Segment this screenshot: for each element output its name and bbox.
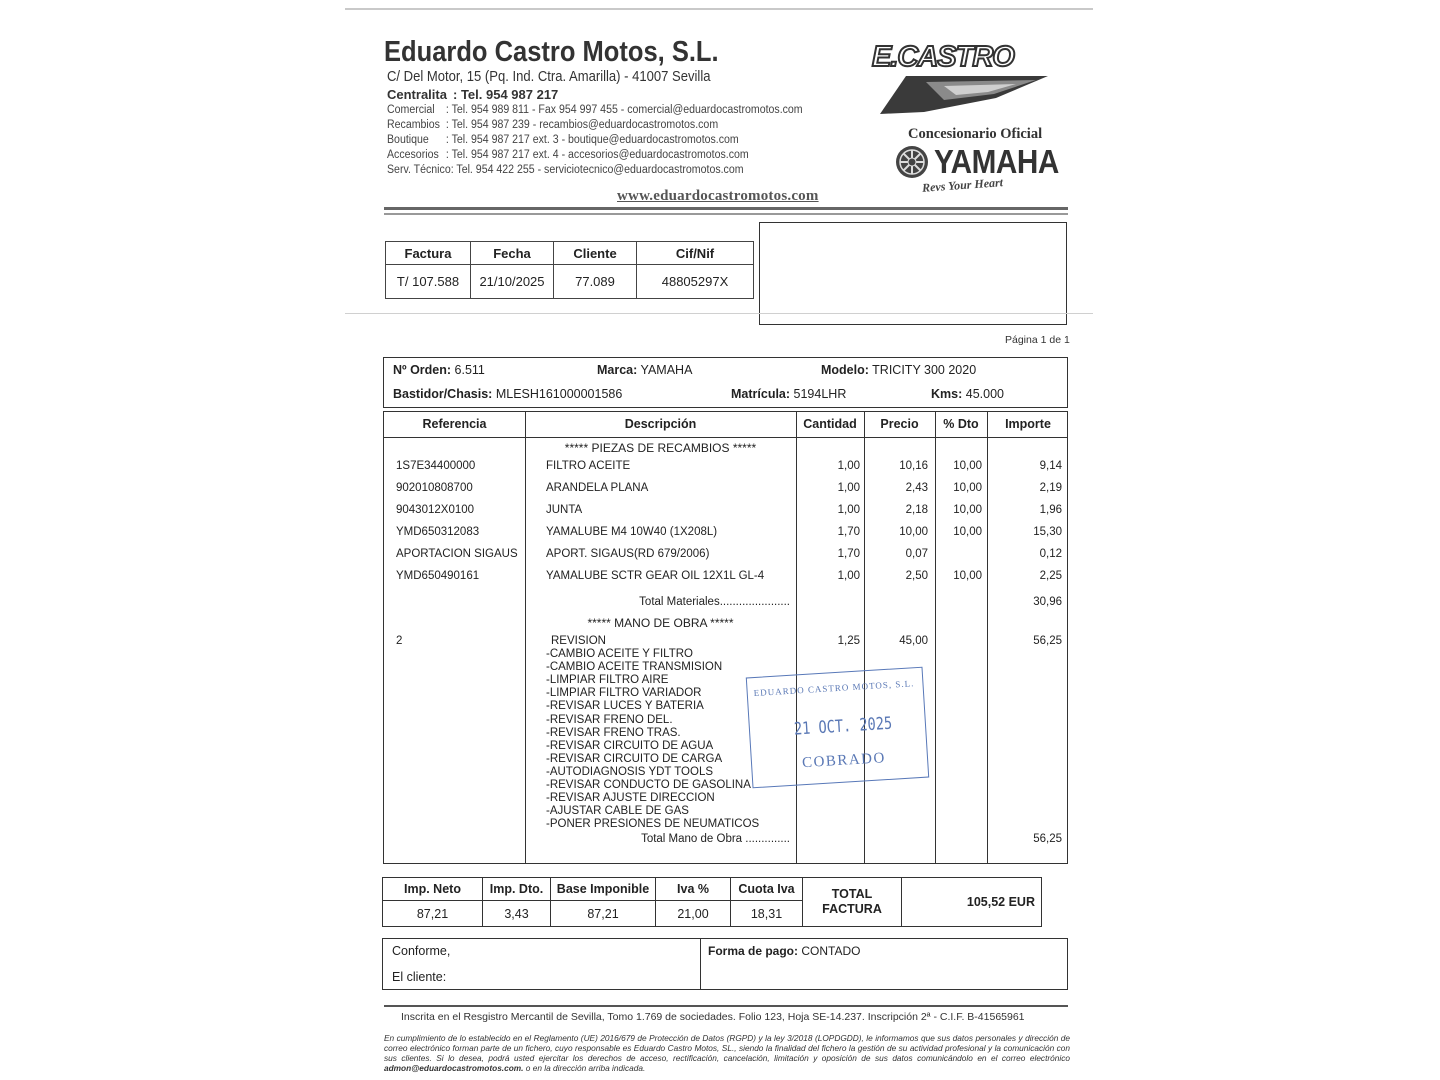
- fold-line: [345, 313, 1093, 314]
- centralita-value: : Tel. 954 987 217: [453, 87, 559, 102]
- client-address-box: [759, 222, 1067, 325]
- privacy-email[interactable]: admon@eduardocastromotos.com.: [384, 1063, 524, 1073]
- part-desc: JUNTA: [546, 504, 583, 516]
- labor-title: REVISION: [551, 635, 606, 647]
- stamp-date: 21 OCT. 2025: [793, 713, 893, 740]
- chassis: [393, 387, 622, 401]
- col-divider: [987, 412, 988, 863]
- plate: [731, 387, 846, 401]
- paid-stamp: [746, 667, 929, 789]
- company-address: C/ Del Motor, 15 (Pq. Ind. Ctra. Amarilla) - 41007 Sevilla: [387, 69, 711, 85]
- labor-section-title: ***** MANO DE OBRA *****: [587, 616, 734, 630]
- contact-value: : Tel. 954 987 217 ext. 4 - accesorios@eduardocastromotos.com: [445, 149, 749, 161]
- part-amount: 1,96: [1039, 504, 1062, 516]
- parts-section-title: ***** PIEZAS DE RECAMBIOS *****: [564, 441, 757, 455]
- part-dto: 10,00: [953, 504, 982, 516]
- privacy-text-end: o en la dirección arriba indicada.: [523, 1063, 646, 1073]
- stamp-company: EDUARDO CASTRO MOTOS, S.L.: [753, 678, 915, 699]
- yamaha-slogan: Revs Your Heart: [921, 175, 1004, 195]
- invoice-date: 21/10/2025: [471, 265, 554, 299]
- e-castro-logo-text: E.CASTRO: [872, 41, 1014, 73]
- kms-value: 45.000: [965, 387, 1004, 401]
- part-qty: 1,00: [837, 504, 860, 516]
- labor-task-line: -CAMBIO ACEITE TRANSMISION: [546, 661, 723, 674]
- part-ref: YMD650312083: [396, 526, 480, 538]
- labor-price: 45,00: [899, 635, 928, 647]
- imp-neto-value: 87,21: [383, 901, 483, 927]
- concesionario-label: Concesionario Oficial: [908, 126, 1043, 142]
- box-divider: [700, 939, 701, 989]
- part-qty: 1,00: [837, 460, 860, 472]
- contact-comercial: [387, 104, 803, 116]
- total-mano-obra-label: Total Mano de Obra ..............: [641, 833, 790, 845]
- totals-col-cuota: Cuota Iva: [731, 878, 803, 901]
- contact-accesorios: [387, 149, 749, 161]
- contact-label: Boutique: [387, 134, 429, 146]
- model: [821, 363, 976, 377]
- part-desc: FILTRO ACEITE: [546, 460, 631, 472]
- model-label: Modelo:: [821, 363, 869, 377]
- brand: [597, 363, 692, 377]
- totals-col-base: Base Imponible: [551, 878, 656, 901]
- labor-task-line: -REVISAR CIRCUITO DE CARGA: [546, 752, 723, 765]
- invoice-client: 77.089: [554, 265, 637, 299]
- iva-percent-value: 21,00: [656, 901, 731, 927]
- cuota-iva-value: 18,31: [731, 901, 803, 927]
- privacy-text: En cumplimiento de lo establecido en el Reglamento (UE) 2016/679 de Protección de Datos (RGPD) y la ley 3/2018 (LOPDGDD), le informamos que sus datos personales y dirección de correo electrónico forman parte de un fichero, cuyo responsable es Eduardo Castro Motos, SL., siendo la finalidad del fichero la gestión de su actividad profesional y la comunicación con sus clientes. Si lo desea, podrá usted ejercitar los derechos de acceso, rectificación, cancelación, limitación y oposición de sus datos comunicándolo en el correo electrónico: [384, 1033, 1070, 1063]
- part-dto: 10,00: [953, 482, 982, 494]
- total-factura-value: 105,52 EUR: [902, 878, 1042, 927]
- total-label-line2: FACTURA: [822, 902, 882, 916]
- contact-label: Serv. Técnico:: [387, 164, 454, 176]
- company-name: Eduardo Castro Motos, S.L.: [384, 36, 719, 68]
- part-amount: 0,12: [1039, 548, 1062, 560]
- contact-value: Tel. 954 422 255 - serviciotecnico@eduardocastromotos.com: [456, 164, 744, 176]
- header-rule-thin: [384, 213, 1068, 215]
- part-dto: 10,00: [953, 526, 982, 538]
- part-ref: 9043012X0100: [396, 504, 475, 516]
- col-dto: % Dto: [943, 417, 979, 431]
- payment-method-value: CONTADO: [801, 944, 861, 958]
- model-value: TRICITY 300 2020: [872, 363, 977, 377]
- part-qty: 1,70: [837, 526, 860, 538]
- e-castro-logo: [866, 40, 1062, 120]
- contact-value: : Tel. 954 987 217 ext. 3 - boutique@eduardocastromotos.com: [445, 134, 739, 146]
- centralita: [387, 87, 558, 102]
- cliente-signature-label: El cliente:: [392, 970, 447, 984]
- plate-label: Matrícula:: [731, 387, 791, 401]
- part-ref: YMD650490161: [396, 570, 480, 582]
- invoice-col-factura: Factura: [386, 242, 471, 265]
- invoice-col-cif: Cif/Nif: [637, 242, 754, 265]
- footer-rule: [384, 1005, 1068, 1007]
- part-amount: 2,19: [1039, 482, 1062, 494]
- total-materiales-label: Total Materiales......................: [639, 596, 790, 608]
- part-amount: 9,14: [1039, 460, 1062, 472]
- col-divider: [864, 412, 865, 863]
- labor-task-line: -REVISAR FRENO TRAS.: [546, 726, 681, 739]
- labor-task-line: -AJUSTAR CABLE DE GAS: [546, 805, 689, 818]
- part-qty: 1,00: [837, 570, 860, 582]
- brand-label: Marca:: [597, 363, 638, 377]
- kms-label: Kms:: [931, 387, 963, 401]
- privacy-notice: [384, 1033, 1070, 1073]
- kms: [931, 387, 1004, 401]
- part-price: 2,50: [905, 570, 928, 582]
- part-ref: APORTACION SIGAUS: [396, 548, 518, 560]
- contact-boutique: [387, 134, 739, 146]
- page-top-edge: [345, 8, 1093, 10]
- payment-method: [708, 944, 860, 958]
- labor-task-line: -REVISAR CIRCUITO DE AGUA: [546, 739, 714, 752]
- imp-dto-value: 3,43: [483, 901, 551, 927]
- totals-col-neto: Imp. Neto: [383, 878, 483, 901]
- registry-info: Inscrita en el Resgistro Mercantil de Sevilla, Tomo 1.769 de sociedades. Folio 123, Hoja SE-14.237. Inscripción 2ª - C.I.F. B-41565961: [401, 1011, 1025, 1023]
- part-price: 10,16: [899, 460, 928, 472]
- part-ref: 1S7E34400000: [396, 460, 476, 472]
- part-amount: 2,25: [1039, 570, 1062, 582]
- labor-task-line: -REVISAR LUCES Y BATERIA: [546, 700, 704, 713]
- contact-serv-tecnico: [387, 164, 744, 176]
- chassis-value: MLESH161000001586: [495, 387, 623, 401]
- part-qty: 1,70: [837, 548, 860, 560]
- col-referencia: Referencia: [422, 417, 487, 431]
- order-number: [393, 363, 485, 377]
- contact-value: : Tel. 954 989 811 - Fax 954 997 455 - comercial@eduardocastromotos.com: [445, 104, 803, 116]
- stamp-status: COBRADO: [801, 750, 887, 772]
- brand-value: YAMAHA: [640, 363, 693, 377]
- contact-label: Comercial: [387, 104, 435, 116]
- labor-task-line: -REVISAR AJUSTE DIRECCION: [546, 792, 715, 805]
- part-ref: 902010808700: [396, 482, 473, 494]
- part-desc: APORT. SIGAUS(RD 679/2006): [546, 548, 710, 560]
- vehicle-info: [383, 357, 1068, 408]
- contact-label: Accesorios: [387, 149, 439, 161]
- conforme-label: Conforme,: [392, 944, 451, 958]
- col-divider: [525, 412, 526, 863]
- plate-value: 5194LHR: [793, 387, 847, 401]
- part-price: 0,07: [905, 548, 928, 560]
- total-factura-label: [803, 878, 902, 927]
- payment-method-label: Forma de pago:: [708, 944, 799, 958]
- col-precio: Precio: [880, 417, 919, 431]
- base-imponible-value: 87,21: [551, 901, 656, 927]
- invoice-cif: 48805297X: [637, 265, 754, 299]
- labor-task-line: -LIMPIAR FILTRO VARIADOR: [546, 687, 702, 700]
- labor-qty: 1,25: [837, 635, 860, 647]
- total-materiales-value: 30,96: [1033, 596, 1062, 608]
- part-price: 2,18: [905, 504, 928, 516]
- totals-table: [382, 877, 1042, 927]
- col-divider: [796, 412, 797, 863]
- chassis-label: Bastidor/Chasis:: [393, 387, 493, 401]
- contact-value: : Tel. 954 987 239 - recambios@eduardocastromotos.com: [445, 119, 719, 131]
- invoice-col-fecha: Fecha: [471, 242, 554, 265]
- signature-payment-box: [382, 938, 1068, 990]
- order-label: Nº Orden:: [393, 363, 452, 377]
- page-number: Página 1 de 1: [1005, 334, 1070, 346]
- part-desc: YAMALUBE SCTR GEAR OIL 12X1L GL-4: [546, 570, 765, 582]
- total-label-line1: TOTAL: [831, 887, 873, 901]
- part-amount: 15,30: [1033, 526, 1062, 538]
- labor-task-line: -LIMPIAR FILTRO AIRE: [546, 674, 669, 687]
- invoice-col-cliente: Cliente: [554, 242, 637, 265]
- invoice-number: T/ 107.588: [386, 265, 471, 299]
- part-desc: YAMALUBE M4 10W40 (1X208L): [546, 526, 718, 538]
- labor-task-line: -AUTODIAGNOSIS YDT TOOLS: [546, 765, 714, 778]
- contact-label: Recambios: [387, 119, 440, 131]
- col-importe: Importe: [1005, 417, 1051, 431]
- labor-task-line: -REVISAR CONDUCTO DE GASOLINA: [546, 779, 751, 791]
- part-dto: 10,00: [953, 570, 982, 582]
- order-value: 6.511: [454, 363, 485, 377]
- invoice-header-table: [385, 241, 754, 299]
- part-price: 10,00: [899, 526, 928, 538]
- col-cantidad: Cantidad: [803, 417, 857, 431]
- totals-col-dto: Imp. Dto.: [483, 878, 551, 901]
- header-divider: [384, 437, 1067, 438]
- labor-task-line: -REVISAR FRENO DEL.: [546, 713, 673, 726]
- part-price: 2,43: [905, 482, 928, 494]
- items-table: [383, 411, 1068, 864]
- labor-ref: 2: [396, 635, 403, 647]
- contact-recambios: [387, 119, 718, 131]
- col-divider: [935, 412, 936, 863]
- company-website[interactable]: www.eduardocastromotos.com: [617, 188, 819, 204]
- labor-task-line: -CAMBIO ACEITE Y FILTRO: [546, 648, 693, 660]
- col-descripcion: Descripción: [624, 417, 697, 431]
- part-qty: 1,00: [837, 482, 860, 494]
- labor-task-line: -PONER PRESIONES DE NEUMATICOS: [546, 818, 760, 831]
- header-rule: [384, 207, 1068, 210]
- centralita-label: Centralita: [387, 87, 447, 102]
- yamaha-logo: YAMAHA: [934, 143, 1059, 180]
- yamaha-emblem-icon: [894, 144, 930, 180]
- totals-col-iva: Iva %: [656, 878, 731, 901]
- part-dto: 10,00: [953, 460, 982, 472]
- total-mano-obra-value: 56,25: [1033, 833, 1062, 845]
- labor-amount: 56,25: [1033, 635, 1062, 647]
- part-desc: ARANDELA PLANA: [546, 482, 649, 494]
